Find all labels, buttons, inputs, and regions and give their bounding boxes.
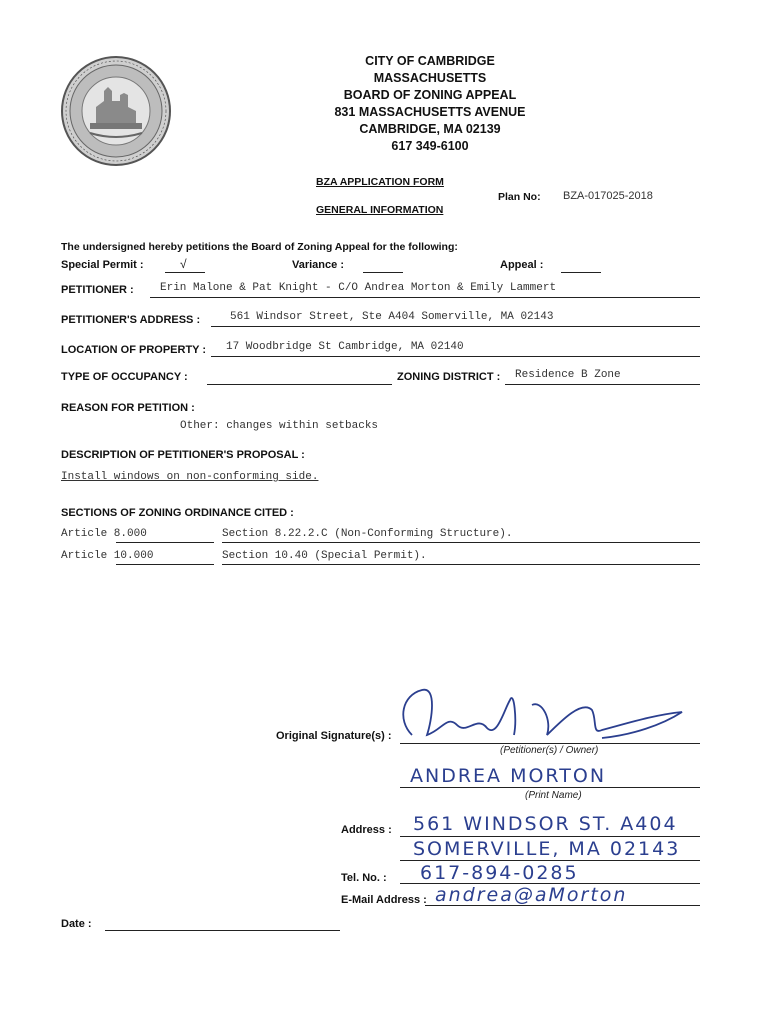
petitioner-address-value: 561 Windsor Street, Ste A404 Somerville, MA 02143 [230,311,554,323]
section-row-1-article: Article 8.000 [61,528,147,540]
special-permit-mark: √ [180,257,187,271]
form-title: BZA APPLICATION FORM [316,176,444,188]
special-permit-line [165,272,205,273]
header-city: CITY OF CAMBRIDGE [365,54,495,68]
city-seal [60,55,172,167]
plan-value: BZA-017025-2018 [563,190,653,202]
petitioner-address-label: PETITIONER'S ADDRESS : [61,314,201,326]
intro-text: The undersigned hereby petitions the Board of Zoning Appeal for the following: [61,241,458,253]
proposal-label: DESCRIPTION OF PETITIONER'S PROPOSAL : [61,449,305,461]
zoning-line [505,384,700,385]
address-line1-line [400,836,700,837]
city-seal-graphic [60,55,172,167]
handwritten-signature [392,680,692,745]
signature-caption: (Petitioner(s) / Owner) [500,745,599,756]
date-line [105,930,340,931]
header-state: MASSACHUSETTS [373,71,487,85]
zoning-value: Residence B Zone [515,369,621,381]
email-label: E-Mail Address : [341,894,427,906]
email-value: andrea@aMorton [435,884,628,906]
proposal-value: Install windows on non-conforming side. [61,471,319,483]
reason-value: Other: changes within setbacks [180,420,379,432]
location-label: LOCATION OF PROPERTY : [61,344,207,356]
location-line [211,356,700,357]
plan-label: Plan No: [498,191,541,203]
section-row-2-article: Article 10.000 [61,550,154,562]
petitioner-label: PETITIONER : [61,284,134,296]
print-name-caption: (Print Name) [525,790,582,801]
appeal-label: Appeal : [500,259,544,271]
tel-value: 617-894-0285 [420,862,579,884]
zoning-label: ZONING DISTRICT : [397,371,501,383]
header-street: 831 MASSACHUSETTS AVENUE [334,105,526,119]
address-label: Address : [341,824,392,836]
signature-label: Original Signature(s) : [276,730,392,742]
section-row-1-article-line [116,542,214,543]
petitioner-value: Erin Malone & Pat Knight - C/O Andrea Morton & Emily Lammert [160,282,557,294]
signature-line [400,743,700,744]
header-phone: 617 349-6100 [391,139,469,153]
address-line1-value: 561 WINDSOR ST. A404 [413,813,678,835]
location-value: 17 Woodbridge St Cambridge, MA 02140 [226,341,464,353]
variance-line [363,272,403,273]
form-subtitle: GENERAL INFORMATION [316,204,444,216]
variance-label: Variance : [292,259,344,271]
section-row-1-section-line [222,542,700,543]
address-line2-value: SOMERVILLE, MA 02143 [413,838,681,860]
occupancy-label: TYPE OF OCCUPANCY : [61,371,188,383]
print-name-value: ANDREA MORTON [410,765,607,787]
email-line [425,905,700,906]
section-row-2-section: Section 10.40 (Special Permit). [222,550,427,562]
address-line2-line [400,860,700,861]
petitioner-line [150,297,700,298]
date-label: Date : [61,918,92,930]
appeal-line [561,272,601,273]
reason-label: REASON FOR PETITION : [61,402,195,414]
section-row-1-section: Section 8.22.2.C (Non-Conforming Structure). [222,528,513,540]
special-permit-label: Special Permit : [61,259,144,271]
header-board: BOARD OF ZONING APPEAL [343,88,517,102]
tel-label: Tel. No. : [341,872,387,884]
section-row-2-article-line [116,564,214,565]
header-citystatezip: CAMBRIDGE, MA 02139 [359,122,501,136]
section-row-2-section-line [222,564,700,565]
occupancy-line [207,384,392,385]
sections-label: SECTIONS OF ZONING ORDINANCE CITED : [61,507,294,519]
print-name-line [400,787,700,788]
petitioner-address-line [211,326,700,327]
